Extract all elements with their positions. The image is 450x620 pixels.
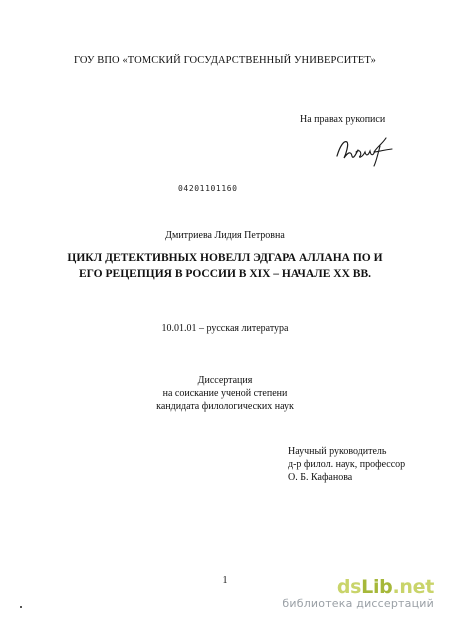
degree-line: кандидата филологических наук xyxy=(156,401,294,412)
degree-line: Диссертация xyxy=(197,375,253,386)
title-line: ЕГО РЕЦЕПЦИЯ В РОССИИ В XIX – НАЧАЛЕ XX ВВ. xyxy=(78,268,371,280)
dslib-watermark[interactable] xyxy=(282,577,434,611)
dissertation-title xyxy=(0,250,450,282)
title-line: ЦИКЛ ДЕТЕКТИВНЫХ НОВЕЛЛ ЭДГАРА АЛЛАНА ПО И xyxy=(67,252,383,264)
page-number: 1 xyxy=(222,575,228,586)
watermark-logo xyxy=(282,577,434,597)
logo-ds: ds xyxy=(336,576,362,598)
manuscript-rights-label: На правах рукописи xyxy=(300,114,386,125)
supervisor-line: Научный руководитель xyxy=(288,446,387,457)
supervisor-line: д-р филол. наук, профессор xyxy=(288,459,406,470)
author-name: Дмитриева Лидия Петровна xyxy=(165,230,285,241)
supervisor-line: О. Б. Кафанова xyxy=(288,472,353,483)
logo-net: .net xyxy=(392,576,434,598)
logo-lib: Lib xyxy=(361,576,393,598)
dissertation-degree-block xyxy=(0,374,450,413)
organization-header: ГОУ ВПО «ТОМСКИЙ ГОСУДАРСТВЕННЫЙ УНИВЕРСИТЕТ» xyxy=(73,55,377,66)
specialty-code: 10.01.01 – русская литература xyxy=(161,323,289,334)
watermark-subtitle: библиотека диссертаций xyxy=(282,597,434,610)
supervisor-block xyxy=(288,445,405,484)
handwritten-signature xyxy=(334,132,396,168)
degree-line: на соискание ученой степени xyxy=(162,388,288,399)
scan-speck xyxy=(20,606,22,608)
archive-code: 04201101160 xyxy=(178,184,238,193)
